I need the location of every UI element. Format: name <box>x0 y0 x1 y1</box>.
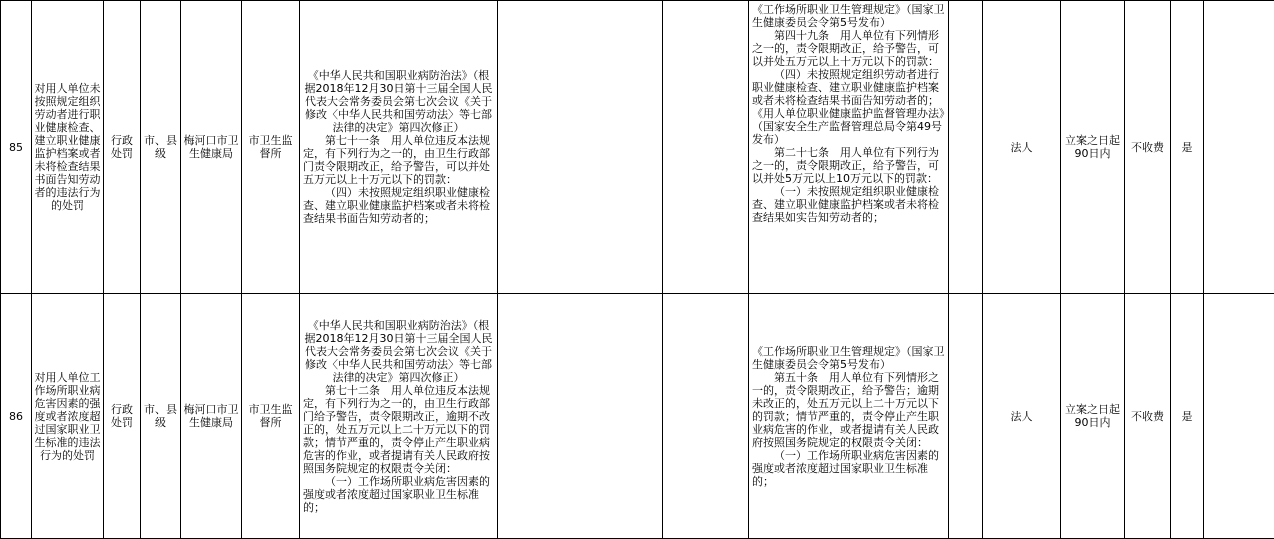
legal-basis-law: 《中华人民共和国职业病防治法》（根据2018年12月30日第十三届全国人民代表大会常务委员会第七次会议《关于修改〈中华人民共和国劳动法〉等七部法律的决定》第四次修正） 第七十一条 用人单位违反本法规定，有下列行为之一的，由卫生行政部门责令限期改正，给予警告，可以并处五万元以上十万元以下的罚款： （四）未按照规定组织职业健康检查、建立职业健康监护档案或者未将检查结果书面告知劳动者的； <box>300 1 498 294</box>
item-level: 市、县级 <box>141 1 181 294</box>
item-name: 对用人单位未按照规定组织劳动者进行职业健康检查、建立职业健康监护档案或者未将检查结果书面告知劳动者的违法行为的处罚 <box>32 1 104 294</box>
legal-basis-law: 《中华人民共和国职业病防治法》（根据2018年12月30日第十三届全国人民代表大会常务委员会第七次会议《关于修改〈中华人民共和国劳动法〉等七部法律的决定》第四次修正） 第七十二条 用人单位违反本法规定，有下列行为之一的，由卫生行政部门给予警告，责令限期改正，逾期不改正的，处五万元以上二十万元以下的罚款；情节严重的，责令停止产生职业病危害的作业，或者提请有关人民政府按照国务院规定的权限责令关闭： （一）工作场所职业病危害因素的强度或者浓度超过国家职业卫生标准的； <box>300 294 498 539</box>
responsible-dept: 梅河口市卫生健康局 <box>181 294 242 539</box>
executing-unit: 市卫生监督所 <box>242 1 300 294</box>
fee-info: 不收费 <box>1125 294 1171 539</box>
table-row <box>1 1 1274 294</box>
target-subject: 法人 <box>983 1 1061 294</box>
empty-cell <box>1204 294 1274 539</box>
item-level: 市、县级 <box>141 294 181 539</box>
row-number: 85 <box>1 1 32 294</box>
table-row <box>1 294 1274 539</box>
responsible-dept: 梅河口市卫生健康局 <box>181 1 242 294</box>
empty-cell <box>1204 1 1274 294</box>
item-name: 对用人单位工作场所职业病危害因素的强度或者浓度超过国家职业卫生标准的违法行为的处罚 <box>32 294 104 539</box>
target-subject: 法人 <box>983 294 1061 539</box>
empty-cell <box>498 294 663 539</box>
processing-deadline: 立案之日起90日内 <box>1061 1 1125 294</box>
fee-info: 不收费 <box>1125 1 1171 294</box>
processing-deadline: 立案之日起90日内 <box>1061 294 1125 539</box>
flag-cell: 是 <box>1171 1 1204 294</box>
legal-basis-regulation: 《工作场所职业卫生管理规定》（国家卫生健康委员会令第5号发布） 第四十九条 用人单位有下列情形之一的，责令限期改正，给予警告，可以并处五万元以上十万元以下的罚款： （四）未按照规定组织劳动者进行职业健康检查、建立职业健康监护档案或者未将检查结果书面告知劳动者的； 《用人单位职业健康监护监督管理办法》（国家安全生产监督管理总局令第49号发布） 第二十七条 用人单位有下列行为之一的，责令限期改正，给予警告，可以并处5万元以上10万元以下的罚款： （一）未按照规定组织职业健康检查、建立职业健康监护档案或者未将检查结果如实告知劳动者的； <box>749 1 949 294</box>
empty-cell <box>949 1 983 294</box>
empty-cell <box>949 294 983 539</box>
empty-cell <box>498 1 663 294</box>
legal-basis-regulation: 《工作场所职业卫生管理规定》（国家卫生健康委员会令第5号发布） 第五十条 用人单位有下列情形之一的，责令限期改正，给予警告；逾期未改正的，处五万元以上二十万元以下的罚款；情节严重的，责令停止产生职业病危害的作业，或者提请有关人民政府按照国务院规定的权限责令关闭： （一）工作场所职业病危害因素的强度或者浓度超过国家职业卫生标准的； <box>749 294 949 539</box>
executing-unit: 市卫生监督所 <box>242 294 300 539</box>
item-type: 行政处罚 <box>104 294 141 539</box>
empty-cell <box>663 1 749 294</box>
row-number: 86 <box>1 294 32 539</box>
empty-cell <box>663 294 749 539</box>
item-type: 行政处罚 <box>104 1 141 294</box>
flag-cell: 是 <box>1171 294 1204 539</box>
